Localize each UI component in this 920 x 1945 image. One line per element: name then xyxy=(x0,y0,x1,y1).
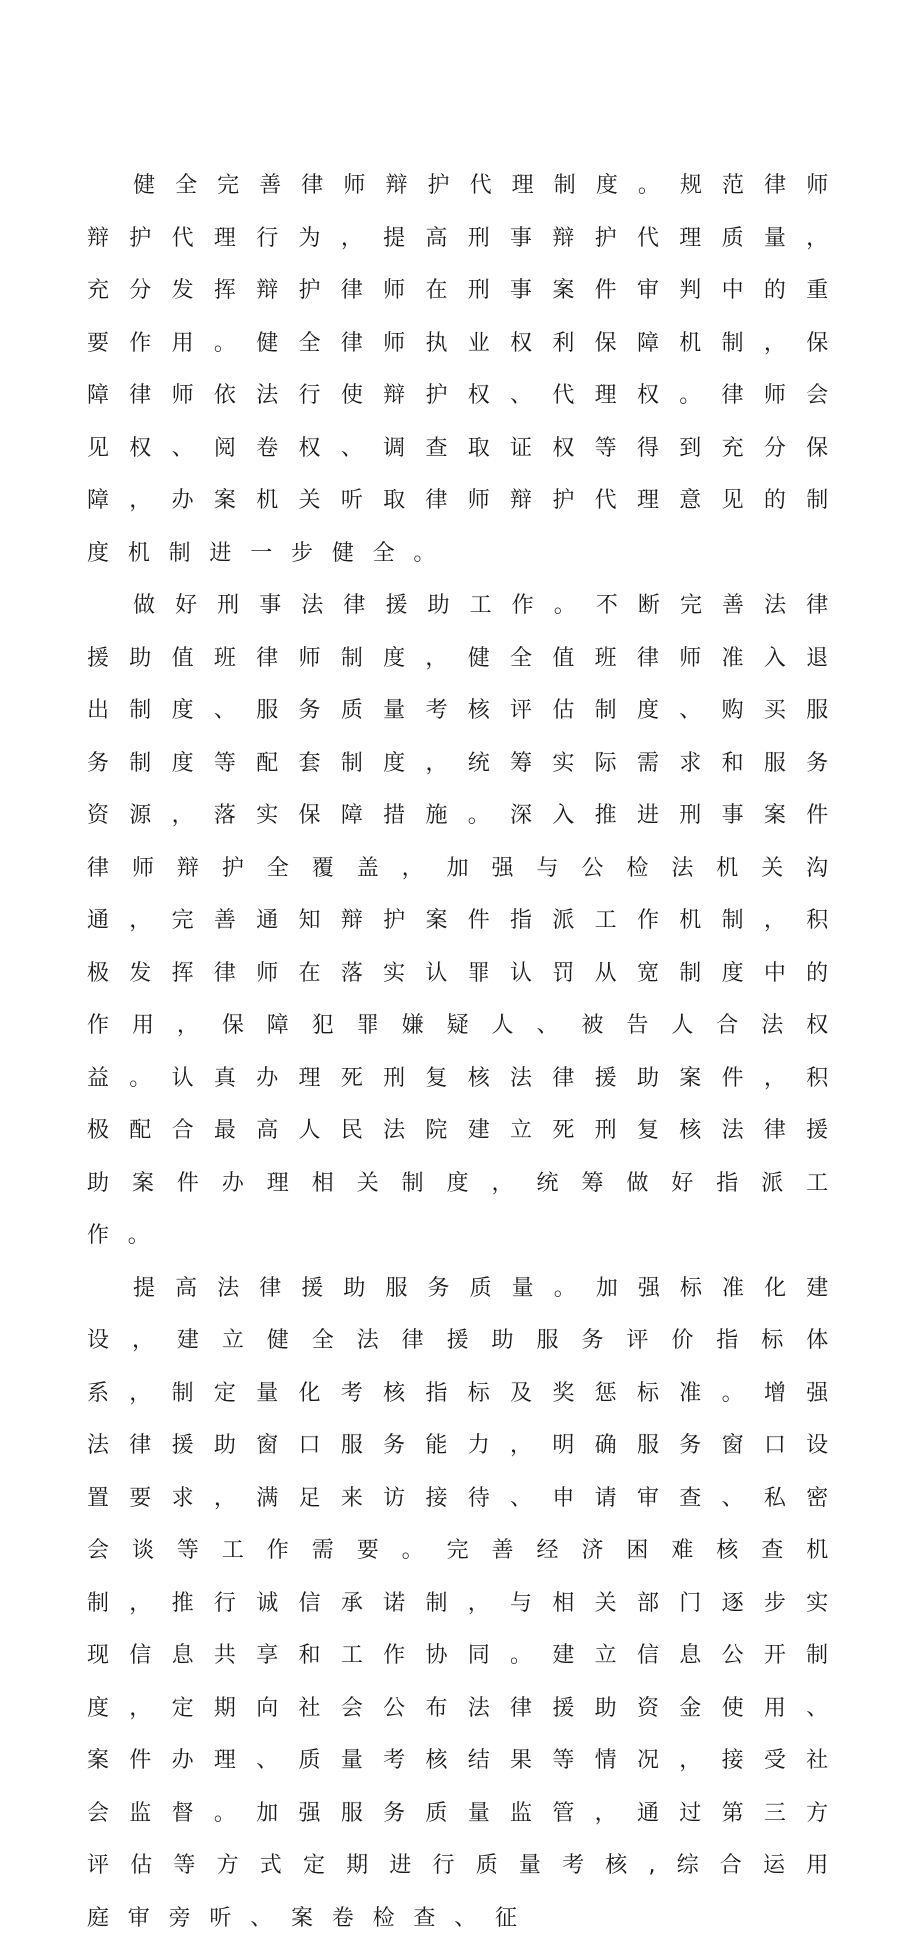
text-line: 权益。认真办理死刑复核法律援助案件，积极配合最高人民法院建立死刑 xyxy=(87,1013,847,1143)
text-line: 统筹实际需求和服务资源，落实保障措施。深入推进刑事案件律师辩护全 xyxy=(87,751,847,881)
text-line: 健全完善律师辩护代理制度。规范律师辩护代理行为，提高刑事辩护 xyxy=(87,173,847,251)
text-line: 机制进一步健全。 xyxy=(128,541,454,566)
text-line: 覆盖，加强与公检法机关沟通，完善通知辩护案件指派工作机制，积极发 xyxy=(87,856,847,986)
document-page xyxy=(87,160,847,1945)
text-line: 权、调查取证权等得到充分保障，办案机关听取律师辩护代理意见的制度 xyxy=(87,436,847,566)
paragraph-defense-agency-system xyxy=(87,160,847,580)
text-line: 价指标体系，制定量化考核指标及奖惩标准。增强法律援助窗口服务能力， xyxy=(87,1328,847,1458)
paragraph-legal-aid-quality xyxy=(87,1263,847,1945)
text-line: 提高法律援助服务质量。加强标准化建设，建立健全法律援助服务评 xyxy=(87,1276,847,1354)
text-line: 明确服务窗口设置要求，满足来访接待、申请审查、私密会谈等工作需要。 xyxy=(87,1433,847,1563)
text-line: 复核法律援助案件办理相关制度，统筹做好指派工作。 xyxy=(87,1118,847,1248)
text-line: 件办理、质量考核结果等情况，接受社会监督。加强服务质量监管，通过 xyxy=(87,1748,847,1826)
text-line: 做好刑事法律援助工作。不断完善法律援助值班律师制度，健全值班 xyxy=(87,593,847,671)
text-line: 和工作协同。建立信息公开制度，定期向社会公布法律援助资金使用、案 xyxy=(87,1643,847,1773)
text-line: 律师准入退出制度、服务质量考核评估制度、购买服务制度等配套制度， xyxy=(87,646,847,776)
text-line: 完善经济困难核查机制，推行诚信承诺制，与相关部门逐步实现信息共享 xyxy=(87,1538,847,1668)
text-line: 第三方评估等方式定期进行质量考核,综合运用庭审旁听、案卷检查、征 xyxy=(87,1801,847,1931)
paragraph-criminal-legal-aid xyxy=(87,580,847,1263)
text-line: 挥律师在落实认罪认罚从宽制度中的作用，保障犯罪嫌疑人、被告人合法 xyxy=(87,961,847,1039)
text-line: 代理质量，充分发挥辩护律师在刑事案件审判中的重要作用。健全律师执 xyxy=(87,226,847,356)
text-line: 业权利保障机制，保障律师依法行使辩护权、代理权。律师会见权、阅卷 xyxy=(87,331,847,461)
